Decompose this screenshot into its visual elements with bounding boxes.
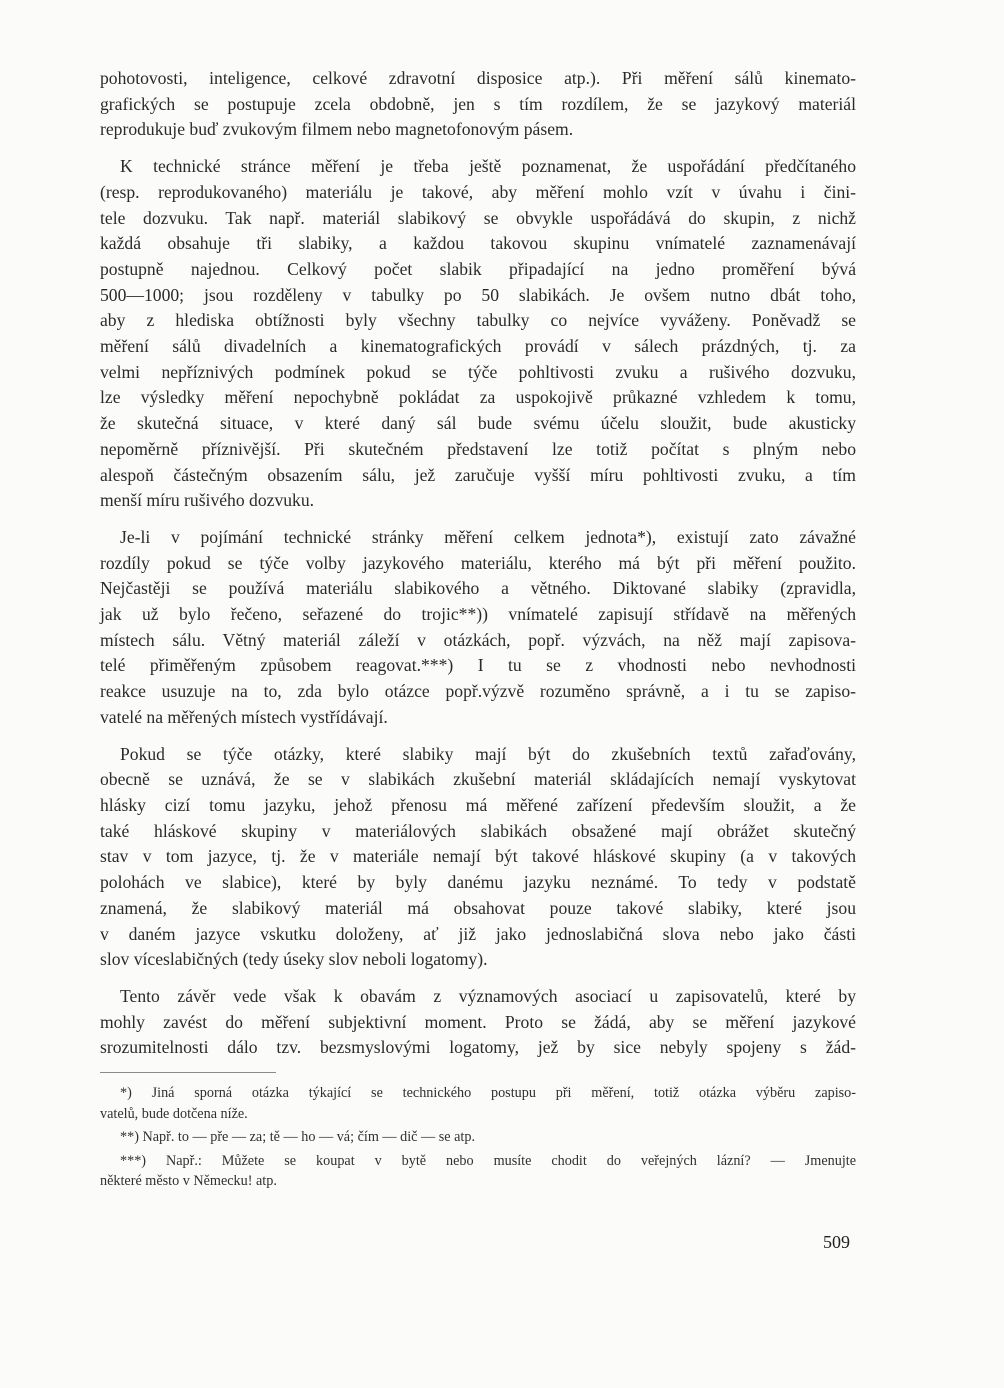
text-line: rozdíly pokud se týče volby jazykového materiálu, kterého má být při měření použito. bbox=[100, 552, 856, 573]
text-line: grafických se postupuje zcela obdobně, jen s tím rozdílem, že se jazykový materiál bbox=[100, 93, 856, 114]
text-line: v daném jazyce vskutku doloženy, ať již jako jednoslabičná slova nebo jako části bbox=[100, 923, 856, 944]
text-line: K technické stránce měření je třeba ještě poznamenat, že uspořádání předčítaného bbox=[120, 156, 856, 177]
text-line: také hláskové skupiny v materiálových slabikách obsažené mají obrážet skutečný bbox=[100, 820, 856, 841]
text-line: menší míru rušivého dozvuku. bbox=[100, 490, 315, 511]
paragraph-3 bbox=[100, 525, 856, 731]
footnote-3 bbox=[100, 1151, 856, 1192]
text-line: jak už bylo řečeno, seřazené do trojic**)) vnímatelé zapisují střídavě na měřených bbox=[100, 604, 856, 625]
text-line: obecně se uznává, že se v slabikách zkušební materiál skládajících nemají vyskytovat bbox=[100, 769, 856, 790]
text-line: 500—1000; jsou rozděleny v tabulky po 50 slabikách. Je ovšem nutno dbát toho, bbox=[100, 284, 856, 305]
text-line: telé přiměřeným způsobem reagovat.***) I tu se z vhodnosti nebo nevhodnosti bbox=[100, 655, 856, 676]
paragraph-2 bbox=[100, 154, 856, 514]
text-line: Nejčastěji se používá materiálu slabikového a větného. Diktované slabiky (zpravidla, bbox=[100, 578, 856, 599]
text-line: místech sálu. Větný materiál záleží v otázkách, popř. výzvách, na něž mají zapisova- bbox=[100, 629, 856, 650]
text-line: hlásky cizí tomu jazyku, jehož přenosu má měřené zařízení především sloužit, a že bbox=[100, 794, 856, 815]
page-number: 509 bbox=[823, 1232, 850, 1252]
page-body bbox=[100, 66, 856, 1195]
text-line: slov víceslabičných (tedy úseky slov neboli logatomy). bbox=[100, 949, 488, 970]
footnote-line: některé město v Německu! atp. bbox=[100, 1173, 277, 1190]
text-line: mohly zavést do měření subjektivní moment. Proto se žádá, aby se měření jazykové bbox=[100, 1011, 856, 1032]
text-line: polohách ve slabice), které by byly danému jazyku neznámé. To tedy v podstatě bbox=[100, 872, 856, 893]
footnote-line: *) Jiná sporná otázka týkající se technického postupu při měření, totiž otázka výběru zapiso- bbox=[120, 1085, 856, 1102]
text-line: Tento závěr vede však k obavám z významových asociací u zapisovatelů, které by bbox=[120, 985, 856, 1006]
text-line: znamená, že slabikový materiál má obsahovat pouze takové slabiky, které jsou bbox=[100, 897, 856, 918]
text-line: každá obsahuje tři slabiky, a každou takovou skupinu vnímatelé zaznamenávají bbox=[100, 233, 856, 254]
text-line: pohotovosti, inteligence, celkové zdravotní disposice atp.). Při měření sálů kinemato- bbox=[100, 68, 856, 88]
text-line: Je-li v pojímání technické stránky měření celkem jednota*), existují zato závažné bbox=[120, 526, 856, 547]
text-line: velmi nepříznivých podmínek pokud se týče pohltivosti zvuku a rušivého dozvuku, bbox=[100, 361, 856, 382]
text-line: reakce usuzuje na to, zda bylo otázce popř.výzvě rozuměno správně, a i tu se zapiso- bbox=[100, 681, 856, 702]
footnote-2 bbox=[100, 1127, 856, 1148]
text-line: tele dozvuku. Tak např. materiál slabikový se obvykle uspořádává do skupin, z nichž bbox=[100, 207, 856, 228]
text-line: stav v tom jazyce, tj. že v materiále nemají být takové hláskové skupiny (a v takových bbox=[100, 846, 856, 867]
text-line: Pokud se týče otázky, které slabiky mají být do zkušebních textů zařaďovány, bbox=[120, 743, 856, 764]
text-line: měření sálů divadelních a kinematografických provádí v sálech prázdných, tj. za bbox=[100, 336, 856, 357]
text-line: že skutečná situace, v které daný sál bude svému účelu sloužit, bude akusticky bbox=[100, 413, 856, 434]
text-line: reprodukuje buď zvukovým filmem nebo magnetofonovým pásem. bbox=[100, 119, 574, 140]
text-line: vatelé na měřených místech vystřídávají. bbox=[100, 706, 388, 727]
footnote-line: ***) Např.: Můžete se koupat v bytě nebo musíte chodit do veřejných lázní? — Jmenujte bbox=[120, 1152, 856, 1169]
text-line: lze výsledky měření nepochybně pokládat za uspokojivě průkazné vzhledem k tomu, bbox=[100, 387, 856, 408]
text-line: (resp. reprodukovaného) materiálu je takové, aby měření mohlo vzít v úvahu i čini- bbox=[100, 181, 856, 202]
text-line: nepoměrně příznivější. Při skutečném představení lze totiž počítat s plným nebo bbox=[100, 438, 856, 459]
text-line: postupně najednou. Celkový počet slabik připadající na jedno proměření bývá bbox=[100, 258, 856, 279]
footnote-line: vatelů, bude dotčena níže. bbox=[100, 1105, 248, 1122]
text-line: srozumitelnosti dálo tzv. bezsmyslovými logatomy, jež by sice nebyly spojeny s žád- bbox=[100, 1037, 856, 1058]
footnote-divider bbox=[100, 1072, 276, 1073]
text-line: aby z hlediska obtížnosti byly všechny tabulky co nejvíce vyváženy. Poněvadž se bbox=[100, 310, 856, 331]
paragraph-4 bbox=[100, 742, 856, 973]
paragraph-5 bbox=[100, 984, 856, 1061]
text-line: alespoň částečným obsazením sálu, jež zaručuje vyšší míru pohltivosti zvuku, a tím bbox=[100, 464, 856, 485]
footnote-1 bbox=[100, 1083, 856, 1124]
paragraph-1 bbox=[100, 66, 856, 143]
footnote-line: **) Např. to — pře — za; tě — ho — vá; čím — dič — se atp. bbox=[120, 1129, 475, 1146]
